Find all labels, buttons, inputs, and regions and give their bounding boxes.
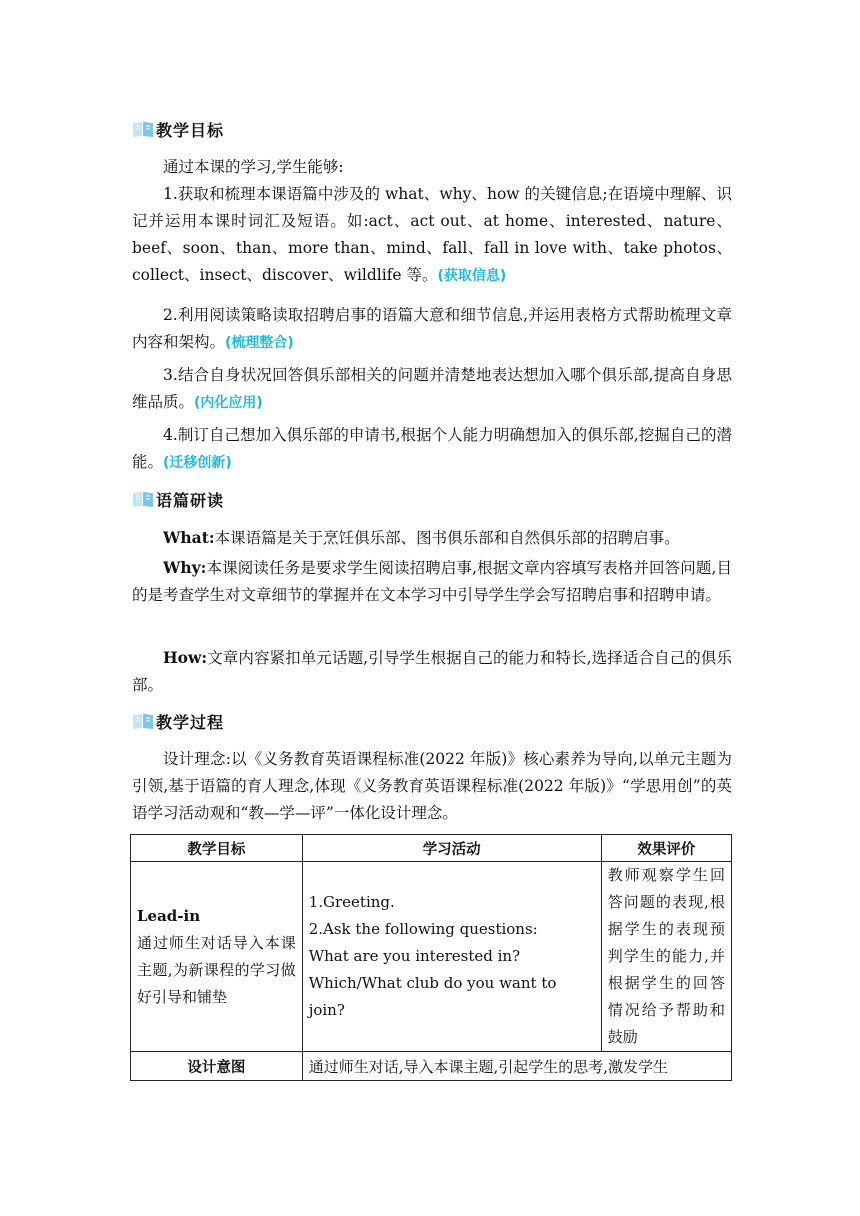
goal-tag-4: (迁移创新) — [163, 455, 232, 471]
goal-cell-title: Lead-in — [137, 906, 201, 925]
section-title: 语篇研读 — [156, 490, 225, 510]
goals-intro: 通过本课的学习,学生能够: — [163, 158, 344, 176]
table-header-goal: 教学目标 — [131, 835, 303, 862]
book-icon — [132, 120, 154, 138]
goal-tag-1: (获取信息) — [437, 268, 507, 284]
evaluation-cell: 教师观察学生回答问题的表现,根据学生的表现预判学生的能力,并根据学生的回答情况给予帮助和鼓励 — [601, 862, 731, 1052]
design-concept: 设计理念:以《义务教育英语课程标准(2022 年版)》核心素养为导向,以单元主题为引领,基于语篇的育人理念,体现《义务教育英语课程标准(2022 年版)》“学思用创”的英语学习活动观和“教—学—评”一体化设计理念。 — [132, 750, 732, 822]
goal-item-4: 4.制订自己想加入俱乐部的申请书,根据个人能力明确想加入的俱乐部,挖掘自己的潜能。(迁移创新) — [132, 426, 732, 471]
section-title: 教学目标 — [156, 120, 225, 140]
reading-how: How:文章内容紧扣单元话题,引导学生根据自己的能力和特长,选择适合自己的俱乐部。 — [132, 648, 732, 694]
activity-line: 2.Ask the following questions: — [308, 920, 538, 938]
intent-label: 设计意图 — [131, 1052, 303, 1081]
goal-item-3: 3.结合自身状况回答俱乐部相关的问题并清楚地表达想加入哪个俱乐部,提高自身思维品质。(内化应用) — [132, 366, 732, 411]
section-heading-goals — [132, 116, 224, 142]
section-title: 教学过程 — [156, 712, 225, 732]
goal-tag-2: (梳理整合) — [225, 335, 294, 351]
goal-cell — [131, 862, 303, 1052]
table-row-intent — [131, 1052, 732, 1081]
section-heading-process — [132, 708, 224, 734]
activity-line: What are you interested in?Which/What club do you want to join? — [308, 947, 557, 1019]
lesson-plan-table — [130, 834, 732, 1081]
goal-item-1: 1.获取和梳理本课语篇中涉及的 what、why、how 的关键信息;在语境中理解、识记并运用本课时词汇及短语。如:act、act out、at home、interested、nature、beef、soon、than、more than、mind、fall、fall in love with、take photos、collect、insect、discover、wildlife 等。(获取信息) — [132, 185, 732, 284]
book-icon — [132, 712, 154, 730]
activity-line: 1.Greeting. — [308, 893, 395, 911]
table-header-activity: 学习活动 — [302, 835, 601, 862]
reading-what: What:本课语篇是关于烹饪俱乐部、图书俱乐部和自然俱乐部的招聘启事。 — [163, 528, 680, 547]
book-icon — [132, 490, 154, 508]
intent-text: 通过师生对话,导入本课主题,引起学生的思考,激发学生 — [302, 1052, 731, 1081]
goal-cell-text: 通过师生对话导入本课主题,为新课程的学习做好引导和铺垫 — [137, 933, 296, 1006]
reading-why: Why:本课阅读任务是要求学生阅读招聘启事,根据文章内容填写表格并回答问题,目的是考查学生对文章细节的掌握并在文本学习中引导学生学会写招聘启事和招聘申请。 — [132, 558, 732, 604]
goal-item-2: 2.利用阅读策略读取招聘启事的语篇大意和细节信息,并运用表格方式帮助梳理文章内容和架构。(梳理整合) — [132, 306, 732, 351]
table-row — [131, 862, 732, 1052]
table-header-row — [131, 835, 732, 862]
activity-cell — [302, 862, 601, 1052]
table-header-evaluation: 效果评价 — [601, 835, 731, 862]
goal-tag-3: (内化应用) — [194, 395, 263, 411]
section-heading-reading — [132, 486, 224, 512]
